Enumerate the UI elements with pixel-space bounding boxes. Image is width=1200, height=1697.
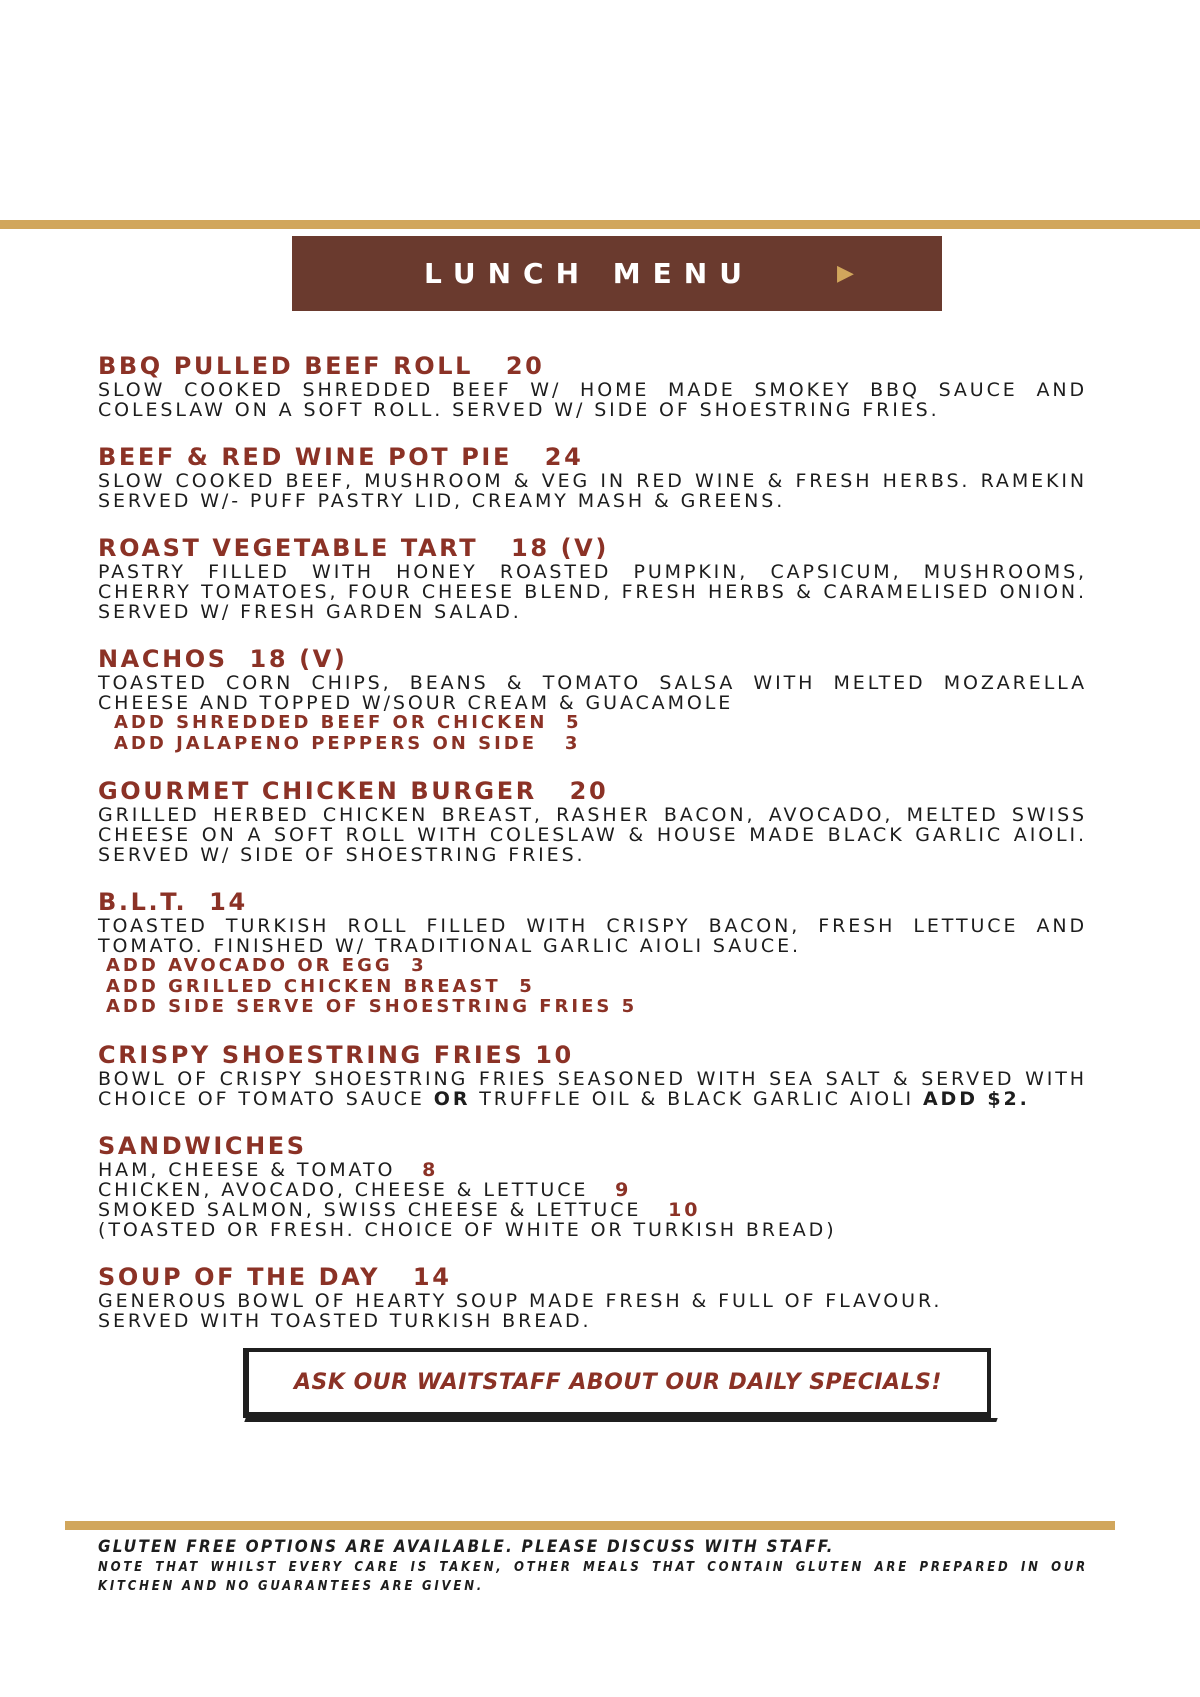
sandwich-name: HAM, CHEESE & TOMATO (98, 1158, 423, 1181)
gluten-free-notice: GLUTEN FREE OPTIONS ARE AVAILABLE. PLEASE DISCUSS WITH STAFF. (98, 1537, 835, 1557)
menu-item-nachos (98, 645, 1087, 754)
menu-item-gourmet-chicken-burger (98, 777, 1087, 865)
sandwich-price: 8 (422, 1158, 439, 1181)
gluten-free-footer (98, 1536, 1088, 1596)
item-description: SERVED WITH TOASTED TURKISH BREAD. (98, 1309, 592, 1332)
bottom-gold-rule (65, 1521, 1115, 1530)
daily-specials-text: ASK OUR WAITSTAFF ABOUT OUR DAILY SPECIALS! (294, 1370, 942, 1395)
item-title: BBQ PULLED BEEF ROLL 20 (98, 352, 545, 380)
triangle-right-icon: ▶ (837, 261, 854, 286)
item-title: ROAST VEGETABLE TART 18 (V) (98, 534, 609, 562)
menu-item-blt (98, 888, 1087, 1018)
item-description: SLOW COOKED SHREDDED BEEF W/ HOME MADE SMOKEY BBQ SAUCE AND COLESLAW ON A SOFT ROLL. SERVED W/ SIDE OF SHOESTRING FRIES. (98, 379, 1087, 421)
item-description (98, 1069, 1087, 1109)
menu-item-crispy-shoestring-fries (98, 1041, 1087, 1109)
item-addon: ADD SHREDDED BEEF OR CHICKEN 5 (114, 712, 582, 733)
desc-or: OR (433, 1087, 471, 1110)
item-title: GOURMET CHICKEN BURGER 20 (98, 777, 609, 805)
item-description: PASTRY FILLED WITH HONEY ROASTED PUMPKIN, CAPSICUM, MUSHROOMS, CHERRY TOMATOES, FOUR CHEESE BLEND, FRESH HERBS & CARAMELISED ONION. SERVED W/ FRESH GARDEN SALAD. (98, 561, 1087, 623)
item-addon: ADD JALAPENO PEPPERS ON SIDE 3 (114, 732, 581, 754)
item-title: B.L.T. 14 (98, 888, 248, 916)
item-description: SLOW COOKED BEEF, MUSHROOM & VEG IN RED WINE & FRESH HERBS. RAMEKIN SERVED W/- PUFF PASTRY LID, CREAMY MASH & GREENS. (98, 470, 1087, 512)
sandwich-name: SMOKED SALMON, SWISS CHEESE & LETTUCE (98, 1198, 669, 1221)
item-description: GRILLED HERBED CHICKEN BREAST, RASHER BACON, AVOCADO, MELTED SWISS CHEESE ON A SOFT ROLL WITH COLESLAW & HOUSE MADE BLACK GARLIC AIOLI. SERVED W/ SIDE OF SHOESTRING FRIES. (98, 804, 1087, 866)
menu-item-soup-of-the-day (98, 1263, 1087, 1331)
sandwich-name: CHICKEN, AVOCADO, CHEESE & LETTUCE (98, 1178, 616, 1201)
item-title: SANDWICHES (98, 1131, 307, 1160)
item-title: BEEF & RED WINE POT PIE 24 (98, 443, 584, 471)
item-title: CRISPY SHOESTRING FRIES 10 (98, 1040, 574, 1069)
item-addon: ADD AVOCADO OR EGG 3 (106, 955, 427, 976)
sandwich-note: (TOASTED OR FRESH. CHOICE OF WHITE OR TURKISH BREAD) (98, 1218, 837, 1241)
item-description: GENEROUS BOWL OF HEARTY SOUP MADE FRESH & FULL OF FLAVOUR. (98, 1289, 943, 1312)
menu-item-bbq-pulled-beef-roll (98, 352, 1087, 420)
sandwich-price: 10 (668, 1198, 701, 1221)
menu-list (98, 352, 1087, 1354)
menu-item-roast-vegetable-tart (98, 534, 1087, 622)
page-title: LUNCH MENU (424, 257, 754, 290)
sandwich-price: 9 (615, 1178, 632, 1201)
sandwich-option (98, 1200, 1087, 1220)
menu-banner (292, 236, 942, 311)
item-title: NACHOS 18 (V) (98, 645, 348, 673)
desc-text: TRUFFLE OIL & BLACK GARLIC AIOLI (470, 1087, 923, 1110)
item-title: SOUP OF THE DAY 14 (98, 1262, 452, 1291)
menu-item-sandwiches (98, 1132, 1087, 1240)
sandwich-option (98, 1160, 1087, 1180)
top-gold-rule (0, 220, 1200, 229)
menu-item-beef-red-wine-pot-pie (98, 443, 1087, 511)
gluten-disclaimer: NOTE THAT WHILST EVERY CARE IS TAKEN, OTHER MEALS THAT CONTAIN GLUTEN ARE PREPARED IN OUR KITCHEN AND NO GUARANTEES ARE GIVEN. (98, 1560, 1088, 1594)
item-description: TOASTED CORN CHIPS, BEANS & TOMATO SALSA WITH MELTED MOZARELLA CHEESE AND TOPPED W/SOUR CREAM & GUACAMOLE (98, 672, 1087, 714)
sandwich-option (98, 1180, 1087, 1200)
desc-add-price: ADD $2. (922, 1087, 1030, 1110)
daily-specials-box (243, 1348, 991, 1418)
item-description: TOASTED TURKISH ROLL FILLED WITH CRISPY BACON, FRESH LETTUCE AND TOMATO. FINISHED W/ TRADITIONAL GARLIC AIOLI SAUCE. (98, 915, 1087, 957)
item-addon: ADD SIDE SERVE OF SHOESTRING FRIES 5 (106, 996, 638, 1017)
desc-text: BOWL OF CRISPY SHOESTRING FRIES SEASONED WITH SEA SALT & SERVED WITH CHOICE OF TOMATO SAUCE (98, 1067, 1087, 1110)
item-addon: ADD GRILLED CHICKEN BREAST 5 (106, 975, 535, 997)
